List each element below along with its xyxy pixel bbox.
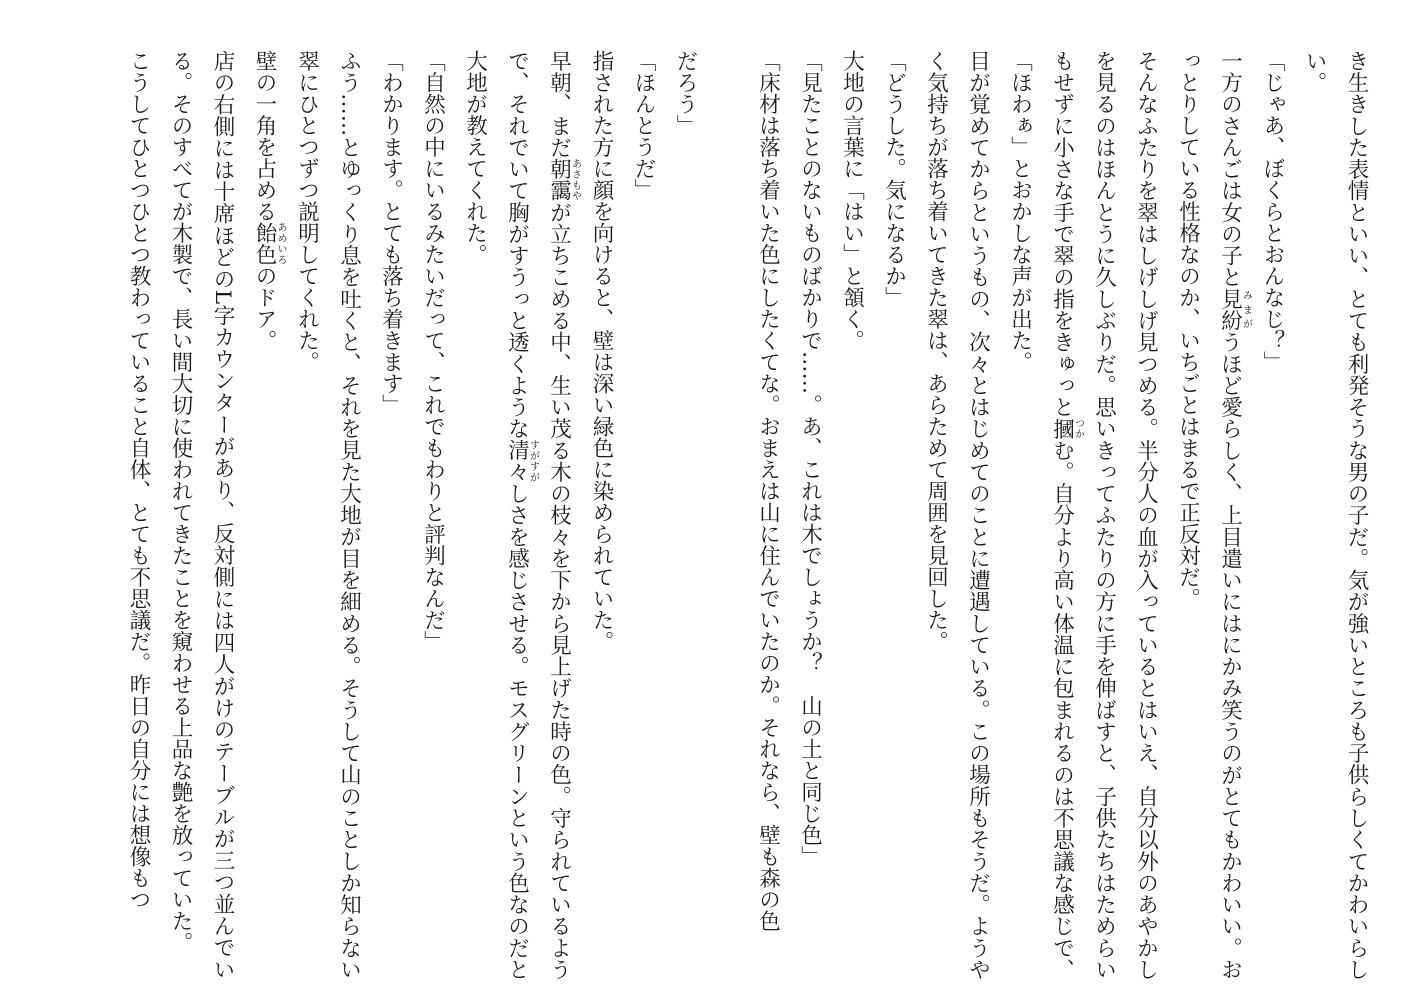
paragraph: 指された方に顔を向けると、壁は深い緑色に染められていた。 bbox=[589, 50, 614, 652]
left-page bbox=[106, 50, 706, 980]
paragraph: 壁の一角を占める飴色あめいろのドア。 bbox=[252, 50, 286, 351]
paragraph: 一方のさんごは女の子と見紛みまがうほど愛らしく、上目遣いにはにかみ笑うのがとてもかわいい。おっとりしている性格なのか、いちごとはまるで正反対だ。 bbox=[1175, 50, 1252, 981]
paragraph: 「わかります。とても落ち着きます」 bbox=[378, 50, 404, 416]
paragraph: き生きした表情といい、とても利発そうな男の子だ。気が強いところも子供らしくてかわいらしい。 bbox=[1302, 50, 1369, 981]
furigana: 朝靄あさもや bbox=[546, 158, 581, 202]
paragraph: 大地の言葉に「はい」と頷く。 bbox=[839, 50, 865, 351]
furigana: 見紛みまが bbox=[1217, 287, 1252, 332]
paragraph: だろう」 bbox=[673, 50, 698, 136]
paragraph: 「どうした。気になるか」 bbox=[881, 50, 907, 308]
paragraph: 目が覚めてからというもの、次々とはじめてのことに遭遇している。この場所もそうだ。ようやく気持ちが落ち着いてきた翠は、あらためて周囲を見回した。 bbox=[923, 50, 991, 980]
paragraph: 店の右側には十席ほどのL字カウンターがあり、反対側には四人がけのテーブルが三つ並んでいる。そのすべてが木製で、長い間大切に使われてきたことを窺わせる上品な艶を放っていた。 bbox=[168, 50, 235, 980]
right-page bbox=[755, 50, 1377, 981]
furigana: 摑つか bbox=[1049, 417, 1084, 440]
paragraph: 「ほんとうだ」 bbox=[631, 50, 656, 201]
furigana: 清々すがすが bbox=[504, 439, 539, 483]
furigana: 飴色あめいろ bbox=[252, 222, 286, 265]
paragraph: 「じゃあ、ぼくらとおんなじ？」 bbox=[1260, 50, 1285, 373]
paragraph: 「自然の中にいるみたいだって、これでもわりと評判なんだ」 bbox=[420, 50, 446, 652]
paragraph: ふう……とゆっくり息を吐くと、それを見た大地が目を細める。そうして山のことしか知らない翠にひとつずつ説明してくれた。 bbox=[294, 50, 362, 981]
paragraph: 早朝、まだ朝靄あさもやが立ちこめる中、生い茂る木の枝々を下から見上げた時の色。守られているようで、それでいて胸がすうっと透くような清々すがすがしさを感じさせる。モスグリーンという色なのだと大地が教えてくれた。 bbox=[462, 50, 581, 981]
paragraph: そんなふたりを翠はしげしげ見つめる。半分人の血が入っているとはいえ、自分以外のあやかしを見るのはほんとうに久しぶりだ。思いきってふたりの方に手を伸ばすと、子供たちはためらいもせずに小さな手で翠の指をきゅっと摑つかむ。自分より高い体温に包まれるのは不思議な感じで、「ほわぁ」とおかしな声が出た。 bbox=[1007, 50, 1159, 981]
paragraph: 「床材は落ち着いた色にしたくてな。おまえは山に住んでいたのか。それなら、壁も森の色 bbox=[755, 50, 781, 932]
paragraph: こうしてひとつひとつ教わっていること自体、とても不思議だ。昨日の自分には想像もつ bbox=[126, 50, 151, 910]
paragraph: 「見たことのないものばかりで……。あ、これは木でしょうか？ 山の土と同じ色」 bbox=[797, 50, 823, 867]
